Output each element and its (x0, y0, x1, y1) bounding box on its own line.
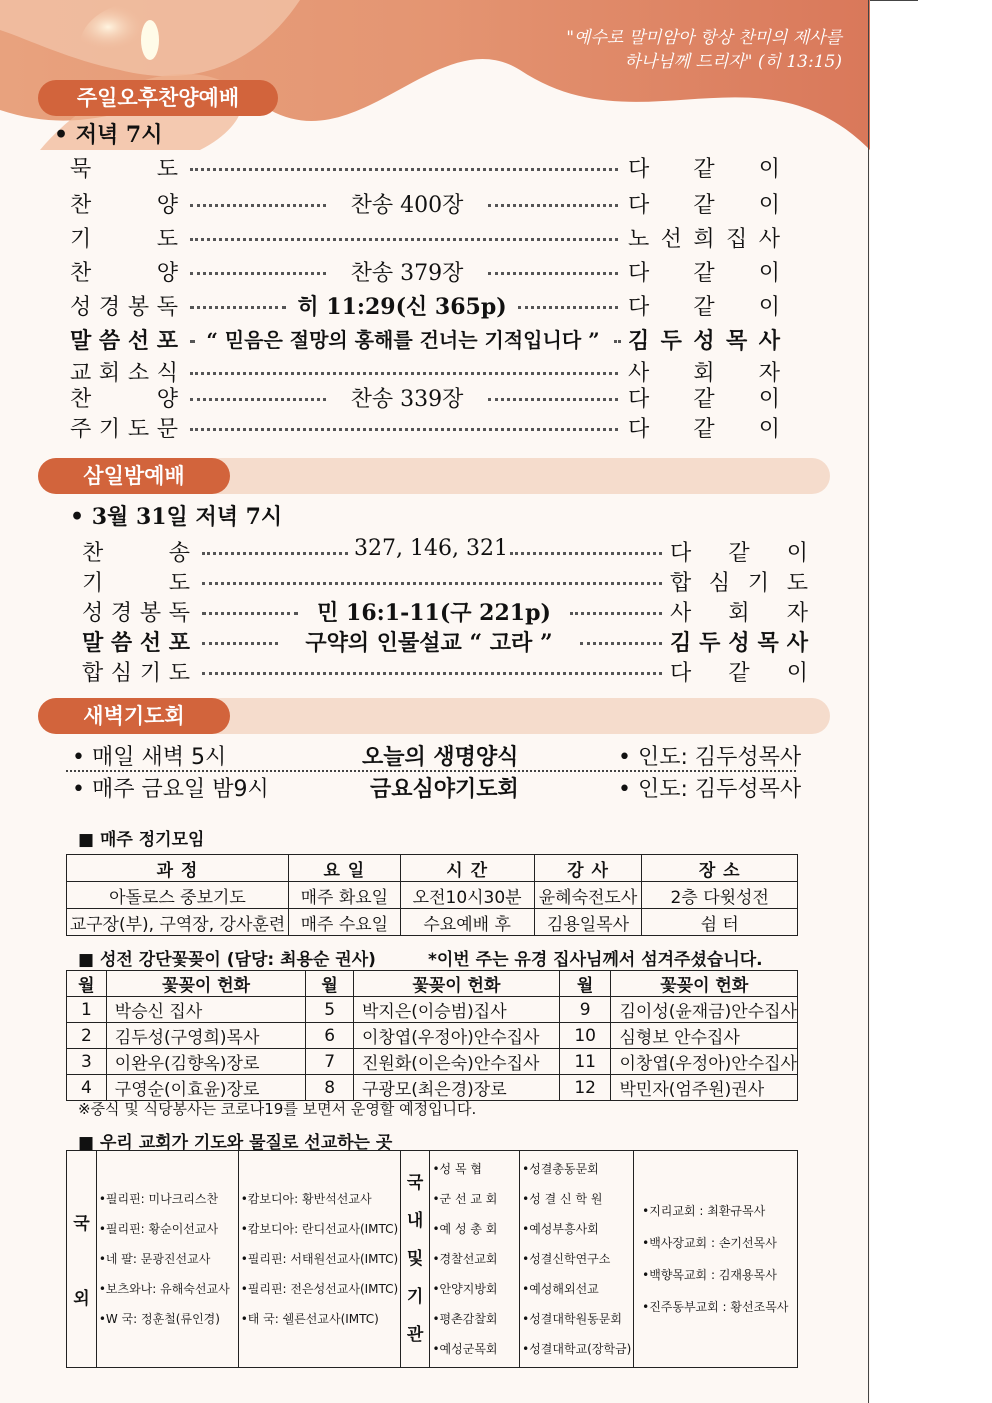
dot-leader (190, 340, 192, 343)
list-item: •백향목교회 : 김재용목사 (642, 1268, 777, 1282)
dot-leader (190, 398, 326, 401)
table-cell: 김이성(윤재금)안수집사 (611, 997, 798, 1023)
order-row (70, 222, 782, 254)
order-label: 찬 송 (82, 541, 190, 566)
list-item: •태 국: 쉘른선교사(IMTC) (240, 1312, 379, 1326)
list-item: •성 목 협 (432, 1162, 482, 1176)
list-item: •진주동부교회 : 황선조목사 (642, 1300, 789, 1314)
table-cell: 4 (67, 1075, 107, 1101)
table-cell: 아돌로스 중보기도 (67, 882, 289, 909)
domestic-label-char: 및 (406, 1249, 424, 1269)
flowers-title: ■ 성전 강단꽃꽂이 (담당: 최용순 권사) (78, 950, 376, 970)
table-cell: 교구장(부), 구역장, 강사훈련 (67, 909, 289, 936)
order-right: 합 심 기 도 (670, 571, 808, 596)
flowers-table (66, 970, 798, 1101)
section-title-sunday: 주일오후찬양예배 (38, 80, 278, 116)
dot-leader (510, 552, 662, 555)
list-item: •경찰선교회 (432, 1252, 498, 1266)
order-label: 성 경 봉 독 (70, 295, 178, 320)
list-item: •성결대학원동문회 (522, 1312, 622, 1326)
order-row (70, 256, 782, 288)
order-detail: 찬송 339장 (350, 387, 464, 412)
table-cell: 쉼 터 (642, 909, 798, 936)
missions-row (67, 1151, 798, 1368)
table-cell: 3 (67, 1049, 107, 1075)
dot-leader (202, 612, 298, 615)
list-item: •예성해외선교 (522, 1282, 599, 1296)
table-row (67, 997, 798, 1023)
dot-leader (614, 340, 618, 343)
page-corner-line (870, 0, 918, 1)
order-right: 다 같 이 (628, 387, 780, 412)
dawn-row-1-left: • 매일 새벽 5시 (72, 745, 227, 770)
order-label: 교 회 소 식 (70, 361, 178, 386)
missions-title: ■ 우리 교회가 기도와 물질로 선교하는 곳 (78, 1133, 393, 1153)
dot-leader (202, 582, 662, 585)
dot-leader (202, 552, 348, 555)
table-cell: 박민자(엄주원)권사 (611, 1075, 798, 1101)
table-cell: 심형보 안수집사 (611, 1023, 798, 1049)
table-cell: 1 (67, 997, 107, 1023)
overseas-label-char: 외 (73, 1289, 90, 1309)
table-cell: 오전10시30분 (400, 882, 534, 909)
order-label: 말 씀 선 포 (70, 328, 178, 354)
dot-leader (570, 612, 662, 615)
dawn-row-2-left: • 매주 금요일 밤9시 (72, 777, 269, 802)
table-row (67, 1049, 798, 1075)
dot-leader (190, 204, 326, 207)
table-cell: 김두성(구영희)목사 (106, 1023, 306, 1049)
order-right: 김 두 성 목 사 (670, 630, 808, 656)
order-label: 기 도 (70, 227, 178, 252)
dot-leader (190, 372, 618, 375)
dawn-row-1-right: • 인도: 김두성목사 (618, 745, 802, 770)
order-detail: 327, 146, 321 (354, 536, 508, 561)
page-edge-line (868, 0, 869, 1403)
header-quote (522, 26, 842, 74)
sunday-time: • 저녁 7시 (54, 122, 163, 148)
quote-line-2: 하나님께 드리자" (히 13:15) (624, 52, 842, 72)
table-cell: 매주 수요일 (288, 909, 400, 936)
domestic-label-char: 국 (406, 1173, 424, 1193)
table-cell: 구광모(최은경)장로 (353, 1075, 559, 1101)
table-cell: 2층 다윗성전 (642, 882, 798, 909)
list-item: •필리핀: 황순이선교사 (98, 1222, 219, 1236)
table-cell: 매주 화요일 (288, 882, 400, 909)
order-label: 묵 도 (70, 157, 178, 182)
table-row (67, 1023, 798, 1049)
dot-leader (190, 272, 326, 275)
table-cell: 이완우(김향옥)장로 (106, 1049, 306, 1075)
order-detail: 찬송 379장 (350, 261, 464, 286)
table-row (67, 1075, 798, 1101)
list-item: •백사장교회 : 손기선목사 (642, 1236, 777, 1250)
table-cell: 2 (67, 1023, 107, 1049)
domestic-col-2 (520, 1151, 634, 1368)
meetings-header: 장 소 (642, 855, 798, 882)
dot-leader (190, 428, 618, 431)
overseas-col-1 (96, 1151, 238, 1368)
flowers-header: 월 (306, 971, 354, 997)
order-row (70, 290, 782, 322)
dot-leader (488, 398, 618, 401)
table-cell: 8 (306, 1075, 354, 1101)
domestic-label-char: 내 (406, 1211, 424, 1231)
wednesday-time: • 3월 31일 저녁 7시 (70, 504, 283, 530)
order-row (70, 188, 782, 220)
dot-leader (580, 642, 662, 645)
order-label: 찬 양 (70, 261, 178, 286)
list-item: •캄보디아: 황반석선교사 (240, 1192, 372, 1206)
order-label: 기 도 (82, 571, 190, 596)
meetings-header: 강 사 (534, 855, 642, 882)
dot-leader (488, 204, 618, 207)
table-row (67, 909, 798, 936)
meetings-header: 과 정 (67, 855, 289, 882)
flowers-header: 꽃꽂이 헌화 (106, 971, 306, 997)
flowers-footnote: ※중식 및 식당봉사는 코로나19를 보면서 운영할 예정입니다. (78, 1100, 477, 1118)
list-item: •캄보디아: 란디선교사(IMTC) (240, 1222, 399, 1236)
order-right: 김 두 성 목 사 (628, 328, 780, 354)
flowers-header: 꽃꽂이 헌화 (353, 971, 559, 997)
table-cell: 12 (559, 1075, 611, 1101)
list-item: •안양지방회 (432, 1282, 498, 1296)
order-right: 다 같 이 (628, 261, 780, 286)
list-item: •필리핀: 전은성선교사(IMTC) (240, 1282, 399, 1296)
order-row (82, 656, 810, 688)
meetings-table (66, 854, 798, 936)
order-label: 합 심 기 도 (82, 661, 190, 686)
order-right: 다 같 이 (628, 295, 780, 320)
table-cell: 박지은(이승범)집사 (353, 997, 559, 1023)
domestic-label (400, 1151, 430, 1368)
meetings-title: ■ 매주 정기모임 (78, 830, 205, 850)
order-detail: “ 믿음은 절망의 홍해를 건너는 기적입니다 ” (206, 328, 600, 352)
order-detail: 구약의 인물설교 “ 고라 ” (305, 630, 553, 656)
table-cell: 11 (559, 1049, 611, 1075)
table-cell: 박승신 집사 (106, 997, 306, 1023)
dot-leader (190, 306, 286, 309)
order-label: 찬 양 (70, 193, 178, 218)
order-right: 사 회 자 (628, 361, 780, 386)
dawn-row-2-right: • 인도: 김두성목사 (618, 777, 802, 802)
list-item: •예성군목회 (432, 1342, 498, 1356)
order-row (82, 626, 810, 658)
order-label: 찬 양 (70, 387, 178, 412)
order-right: 다 같 이 (628, 417, 780, 442)
table-cell: 윤혜숙전도사 (534, 882, 642, 909)
order-label: 주 기 도 문 (70, 417, 178, 442)
order-detail: 히 11:29(신 365p) (297, 294, 507, 320)
page-margin (870, 0, 992, 1403)
order-label: 성 경 봉 독 (82, 601, 190, 626)
list-item: •군 선 교 회 (432, 1192, 498, 1206)
dawn-row-1-middle: 오늘의 생명양식 (362, 745, 519, 770)
table-cell: 구영순(이효윤)장로 (106, 1075, 306, 1101)
dot-leader (488, 272, 618, 275)
list-item: •보츠와나: 유해숙선교사 (98, 1282, 230, 1296)
flowers-header: 월 (559, 971, 611, 997)
order-row (82, 596, 810, 628)
list-item: •성결총동문회 (522, 1162, 599, 1176)
order-right: 다 같 이 (628, 157, 780, 182)
order-row (70, 382, 782, 414)
overseas-label-char: 국 (73, 1214, 90, 1234)
list-item: •필리핀: 서태원선교사(IMTC) (240, 1252, 399, 1266)
table-cell: 6 (306, 1023, 354, 1049)
order-row (70, 412, 782, 444)
table-row (67, 882, 798, 909)
list-item: •네 팔: 문광진선교사 (98, 1252, 211, 1266)
order-row (70, 152, 782, 184)
list-item: •성결대학교(장학금) (522, 1342, 632, 1356)
missions-table (66, 1150, 798, 1368)
domestic-label-char: 기 (406, 1287, 424, 1307)
list-item: •필리핀: 미나크리스찬 (98, 1192, 219, 1206)
flowers-notice: *이번 주는 유경 집사님께서 섬겨주셨습니다. (428, 950, 763, 970)
meetings-header: 요 일 (288, 855, 400, 882)
list-item: •예 성 총 회 (432, 1222, 498, 1236)
table-cell: 김용일목사 (534, 909, 642, 936)
table-cell: 10 (559, 1023, 611, 1049)
table-cell: 이창엽(우정아)안수집사 (611, 1049, 798, 1075)
order-row (70, 324, 782, 356)
domestic-col-1 (430, 1151, 520, 1368)
list-item: •성 결 신 학 원 (522, 1192, 603, 1206)
order-row (82, 536, 810, 568)
dot-leader (518, 306, 618, 309)
table-cell: 진원화(이은숙)안수집사 (353, 1049, 559, 1075)
meetings-header-row (67, 855, 798, 882)
order-right: 다 같 이 (670, 541, 808, 566)
table-cell: 5 (306, 997, 354, 1023)
quote-line-1: "예수로 말미암아 항상 찬미의 제사를 (566, 28, 842, 48)
domestic-label-char: 관 (406, 1325, 424, 1345)
flowers-header-row (67, 971, 798, 997)
section-title-wednesday: 삼일밤예배 (38, 458, 230, 494)
dot-leader (202, 642, 278, 645)
list-item: •성결신학연구소 (522, 1252, 611, 1266)
overseas-label (67, 1151, 97, 1368)
table-cell: 7 (306, 1049, 354, 1075)
order-detail: 민 16:1-11(구 221p) (317, 600, 551, 626)
order-right: 사 회 자 (670, 601, 808, 626)
order-label: 말 씀 선 포 (82, 630, 190, 656)
flowers-header: 꽃꽂이 헌화 (611, 971, 798, 997)
order-row (82, 566, 810, 598)
flowers-header: 월 (67, 971, 107, 997)
order-right: 노 선 희 집 사 (628, 227, 780, 252)
order-detail: 찬송 400장 (350, 193, 464, 218)
meetings-header: 시 간 (400, 855, 534, 882)
table-cell: 9 (559, 997, 611, 1023)
dot-leader (190, 168, 618, 171)
section-title-dawn: 새벽기도회 (38, 698, 230, 734)
dot-leader (202, 672, 662, 675)
list-item: •평촌감찰회 (432, 1312, 498, 1326)
order-right: 다 같 이 (670, 661, 808, 686)
table-cell: 수요예배 후 (400, 909, 534, 936)
overseas-col-2 (238, 1151, 400, 1368)
list-item: •지리교회 : 최환규목사 (642, 1204, 766, 1218)
dawn-row-2-middle: 금요심야기도회 (370, 777, 519, 802)
churches-col (634, 1151, 798, 1368)
dot-leader (190, 238, 618, 241)
flowers-body (67, 997, 798, 1101)
list-item: •예성부흥사회 (522, 1222, 599, 1236)
list-item: •W 국: 정훈철(류인경) (98, 1312, 220, 1326)
order-right: 다 같 이 (628, 193, 780, 218)
table-cell: 이창엽(우정아)안수집사 (353, 1023, 559, 1049)
